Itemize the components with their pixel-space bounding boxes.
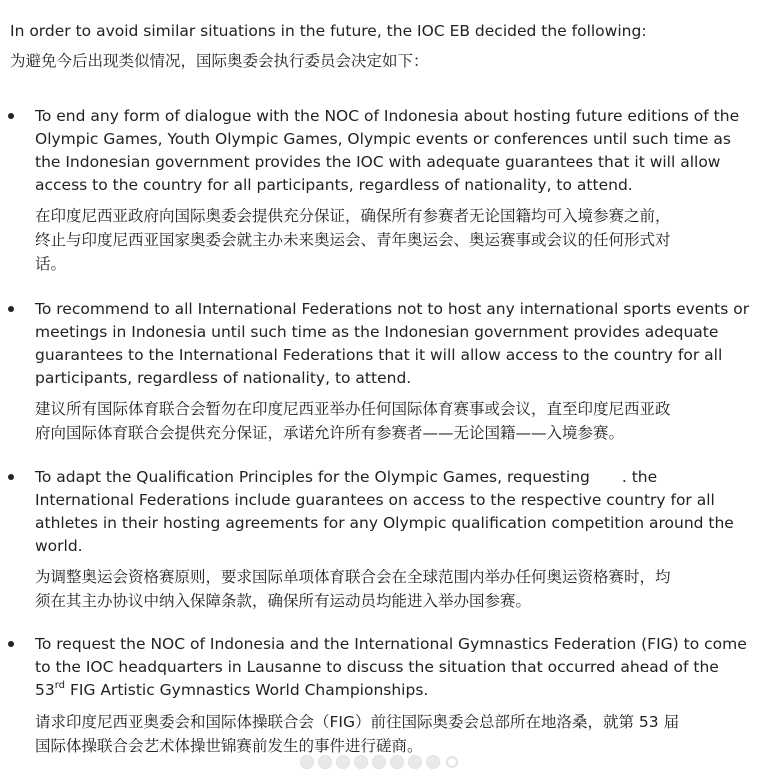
watermark-dot-icon [408,755,422,769]
watermark-dot-icon [372,755,386,769]
item-4-en-line: to the IOC headquarters in Lausanne to discuss the situation that occurred ahead of the [35,658,719,676]
watermark-dot-icon [354,755,368,769]
item-1-en-line: access to the country for all participants, regardless of nationality, to attend. [35,176,633,194]
item-4-zh-line: 国际体操联合会艺术体操世锦赛前发生的事件进行磋商。 [35,737,423,755]
item-2-en-line: To recommend to all International Federations not to host any international sports events or [35,300,750,318]
intro-english: In order to avoid similar situations in the future, the IOC EB decided the following: [10,22,647,40]
watermark [300,752,458,772]
item-4-en-line: To request the NOC of Indonesia and the International Gymnastics Federation (FIG) to come [35,635,747,653]
watermark-dot-icon [318,755,332,769]
watermark-circle-icon [446,756,458,768]
item-1-en-line: To end any form of dialogue with the NOC of Indonesia about hosting future editions of the [35,107,740,125]
bullet-dot-icon [8,306,14,312]
item-3-en-line-end: . the [621,468,658,486]
item-2-en-line: guarantees to the International Federations that it will allow access to the country for all [35,346,723,364]
item-3-en-line: International Federations include guarantees on access to the respective country for all [35,491,715,509]
watermark-dot-icon [390,755,404,769]
item-1-zh-line: 终止与印度尼西亚国家奥委会就主办未来奥运会、青年奥运会、奥运赛事或会议的任何形式对 [35,231,671,249]
bullet-dot-icon [8,474,14,480]
bullet-dot-icon [8,113,14,119]
item-1-zh-line: 话。 [35,255,67,273]
item-3-en-line-start: To adapt the Qualification Principles for the Olympic Games, requesting [35,468,590,486]
item-1-zh-line: 在印度尼西亚政府向国际奥委会提供充分保证，确保所有参赛者无论国籍均可入境参赛之前， [35,207,671,225]
item-2-en-line: meetings in Indonesia until such time as the Indonesian government provides adequate [35,323,719,341]
bullet-dot-icon [8,641,14,647]
item-2-en-line: participants, regardless of nationality, to attend. [35,369,412,387]
item-4-en-line [35,679,428,702]
item-3-en-line: athletes in their hosting agreements for any Olympic qualification competition around the [35,514,734,532]
item-3-en-line: world. [35,537,83,555]
item-2-zh-line: 府向国际体育联合会提供充分保证，承诺允许所有参赛者——无论国籍——入境参赛。 [35,424,625,442]
intro-chinese: 为避免今后出现类似情况，国际奥委会执行委员会决定如下： [10,52,429,70]
championship-name: FIG Artistic Gymnastics World Championships. [65,681,429,699]
item-2-zh-line: 建议所有国际体育联合会暂勿在印度尼西亚举办任何国际体育赛事或会议，直至印度尼西亚政 [35,400,671,418]
ordinal-suffix: rd [54,679,66,691]
item-3-zh-line: 为调整奥运会资格赛原则，要求国际单项体育联合会在全球范围内举办任何奥运资格赛时，均 [35,568,671,586]
item-3-en-line [35,466,657,489]
item-1-en-line: the Indonesian government provides the IOC with adequate guarantees that it will allow [35,153,721,171]
item-1-en-line: Olympic Games, Youth Olympic Games, Olympic events or conferences until such time as [35,130,731,148]
watermark-dot-icon [336,755,350,769]
item-4-zh-line: 请求印度尼西亚奥委会和国际体操联合会（FIG）前往国际奥委会总部所在地洛桑，就第 53 届 [35,713,680,731]
item-3-zh-line: 须在其主办协议中纳入保障条款，确保所有运动员均能进入举办国参赛。 [35,592,532,610]
watermark-dot-icon [426,755,440,769]
championship-number: 53 [35,681,55,699]
watermark-dot-icon [300,755,314,769]
